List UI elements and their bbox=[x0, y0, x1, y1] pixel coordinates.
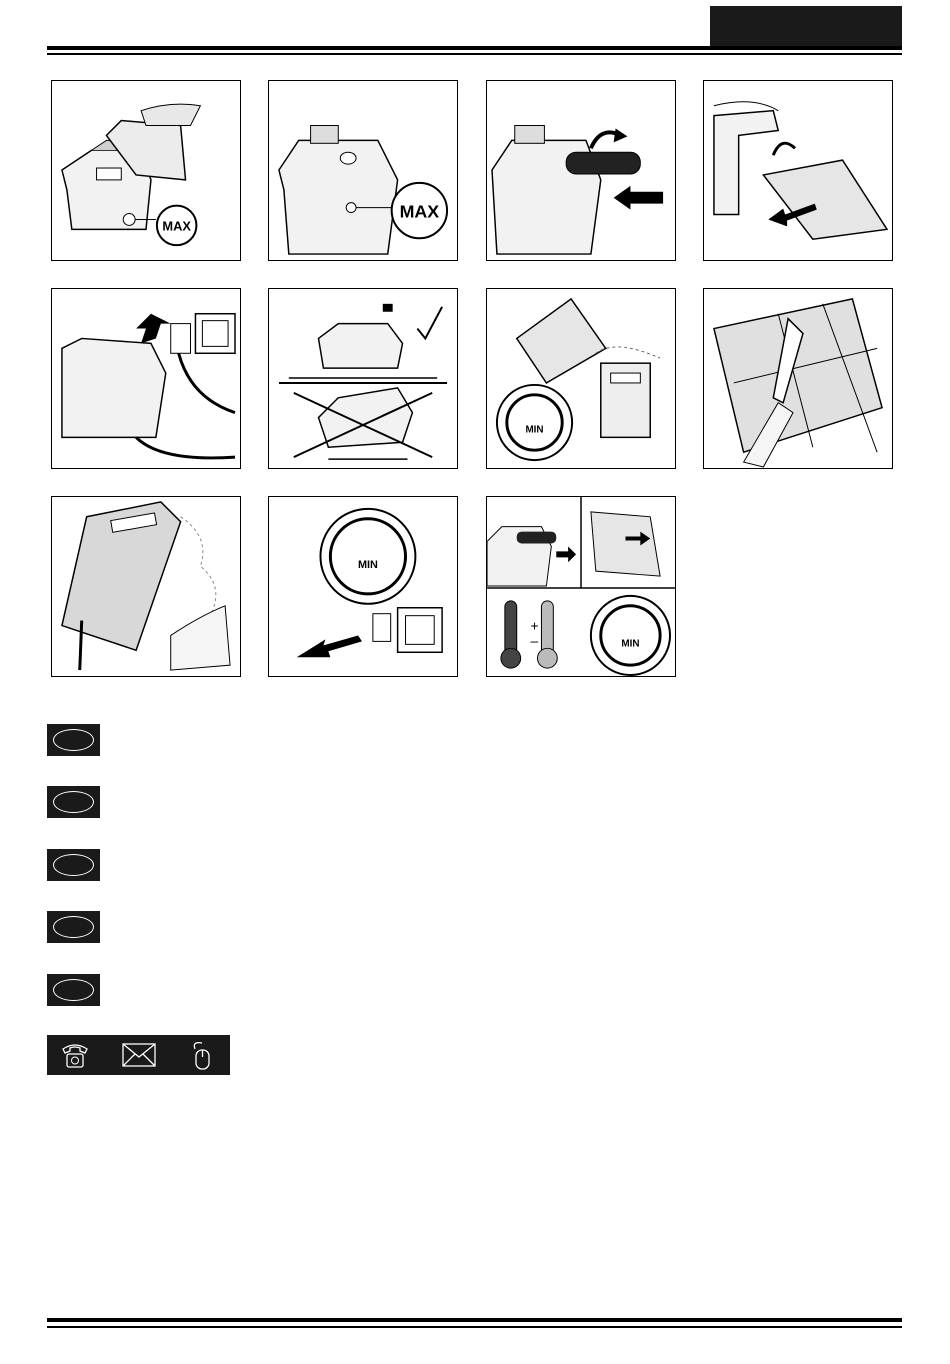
top-rule bbox=[47, 46, 902, 50]
min-label: MIN bbox=[621, 638, 640, 650]
figure-max-level bbox=[268, 80, 458, 261]
figure-set-min bbox=[486, 288, 676, 469]
top-rule-thin bbox=[47, 53, 902, 55]
figure-slide-filter bbox=[703, 80, 893, 261]
language-badge-4 bbox=[47, 911, 100, 943]
minus-sign: – bbox=[530, 632, 539, 649]
language-badge-1 bbox=[47, 724, 100, 756]
max-label: MAX bbox=[399, 201, 440, 222]
figure-level-placement bbox=[268, 288, 458, 469]
plus-sign: + bbox=[530, 617, 539, 634]
figure-plug-in bbox=[51, 288, 241, 469]
figure-fill-jug bbox=[51, 80, 241, 261]
bottom-rule bbox=[47, 1318, 902, 1322]
header-tab bbox=[710, 6, 902, 47]
figure-steam-window bbox=[51, 496, 241, 677]
telephone-icon bbox=[59, 1039, 91, 1071]
language-badge-3 bbox=[47, 849, 100, 881]
contact-bar bbox=[47, 1035, 230, 1075]
envelope-icon bbox=[121, 1039, 157, 1071]
figure-unplug bbox=[268, 496, 458, 677]
figure-insert-cartridge bbox=[486, 80, 676, 261]
language-badge-2 bbox=[47, 786, 100, 818]
mouse-icon bbox=[187, 1039, 217, 1071]
min-label: MIN bbox=[357, 559, 378, 572]
max-label: MAX bbox=[162, 218, 191, 234]
bottom-rule-thin bbox=[47, 1326, 902, 1328]
min-label: MIN bbox=[525, 424, 544, 436]
figure-scrape-tiles bbox=[703, 288, 893, 469]
language-badge-5 bbox=[47, 974, 100, 1006]
figure-cool-refill bbox=[486, 496, 676, 677]
